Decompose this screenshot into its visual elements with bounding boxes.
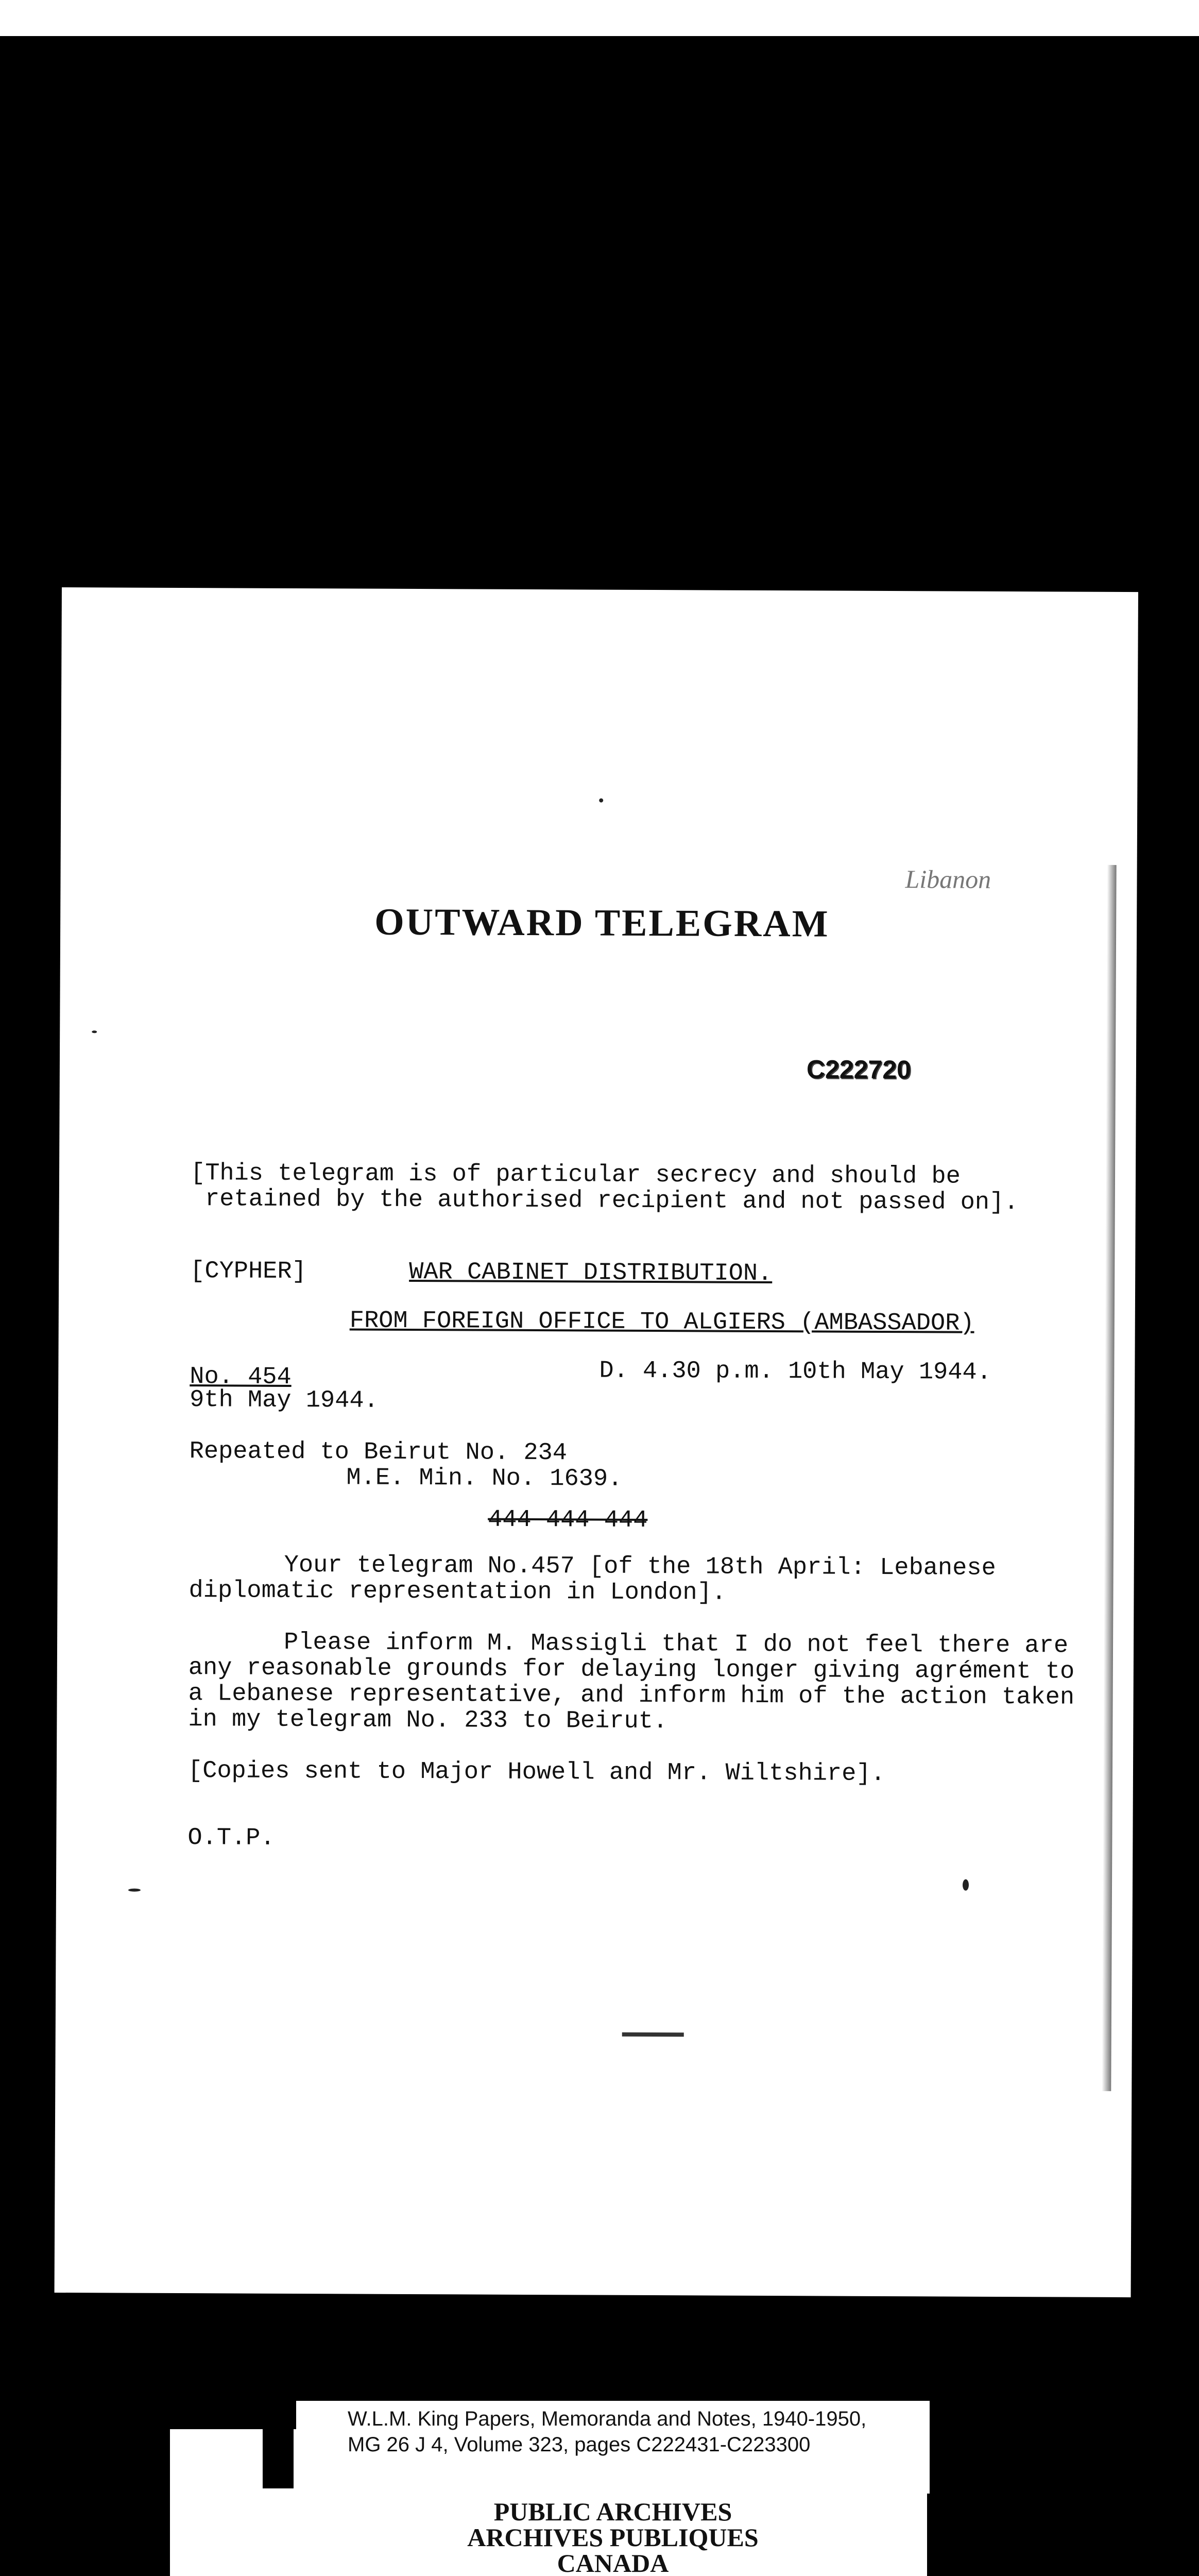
speck [599, 799, 603, 803]
paragraph2-line3: a Lebanese representative, and inform him of the action taken [188, 1680, 1075, 1711]
serial-numbers: 444 444 444 [487, 1506, 648, 1534]
from-line: FROM FOREIGN OFFICE TO ALGIERS (AMBASSADOR) [349, 1307, 974, 1337]
paragraph1-line2: diplomatic representation in London]. [189, 1577, 727, 1607]
speck [128, 1889, 141, 1892]
paragraph2-line1: Please inform M. Massigli that I do not feel there are [283, 1629, 1069, 1660]
repeated-to-line2: M.E. Min. No. 1639. [346, 1464, 623, 1493]
paragraph1-line1: Your telegram No.457 [of the 18th April: Lebanese [284, 1551, 996, 1582]
cypher-label: [CYPHER] [190, 1258, 306, 1286]
telegram-date: 9th May 1944. [190, 1386, 379, 1415]
copies-note: [Copies sent to Major Howell and Mr. Wiltshire]. [187, 1757, 885, 1788]
document-stamp-number: C222720 [806, 1055, 912, 1084]
top-margin-strip [0, 0, 1199, 36]
archive-citation-line1: W.L.M. King Papers, Memoranda and Notes, 1940-1950, [348, 2408, 867, 2430]
page-dash-mark [622, 2032, 684, 2037]
repeated-to-line1: Repeated to Beirut No. 234 [189, 1438, 568, 1467]
archive-citation-line2: MG 26 J 4, Volume 323, pages C222431-C223300 [348, 2433, 811, 2456]
label-edge-block [932, 2421, 948, 2488]
archives-stamp [448, 2499, 778, 2576]
archives-english: PUBLIC ARCHIVES [493, 2497, 732, 2526]
archives-french: ARCHIVES PUBLIQUES [467, 2523, 759, 2552]
label-edge-block [263, 2421, 294, 2488]
paragraph2-line4: in my telegram No. 233 to Beirut. [188, 1706, 668, 1736]
document-title: OUTWARD TELEGRAM [374, 901, 830, 945]
archives-country: CANADA [557, 2549, 669, 2576]
speck [92, 1030, 97, 1033]
telegram-page [55, 587, 1138, 2297]
secrecy-notice-line1: [This telegram is of particular secrecy and should be [190, 1160, 961, 1191]
secrecy-notice-line2: retained by the authorised recipient and not passed on]. [190, 1185, 1019, 1217]
despatch-time: D. 4.30 p.m. 10th May 1944. [599, 1357, 992, 1386]
otp-mark: O.T.P. [187, 1824, 275, 1852]
distribution-label: WAR CABINET DISTRIBUTION. [409, 1258, 773, 1288]
paragraph2-line2: any reasonable grounds for delaying longer giving agrément to [188, 1654, 1075, 1686]
handwritten-note: Libanon [905, 865, 991, 894]
speck [963, 1879, 969, 1891]
page-edge-shadow [1102, 865, 1116, 2091]
archive-citation [348, 2406, 866, 2458]
telegram-number: No. 454 [190, 1363, 292, 1391]
